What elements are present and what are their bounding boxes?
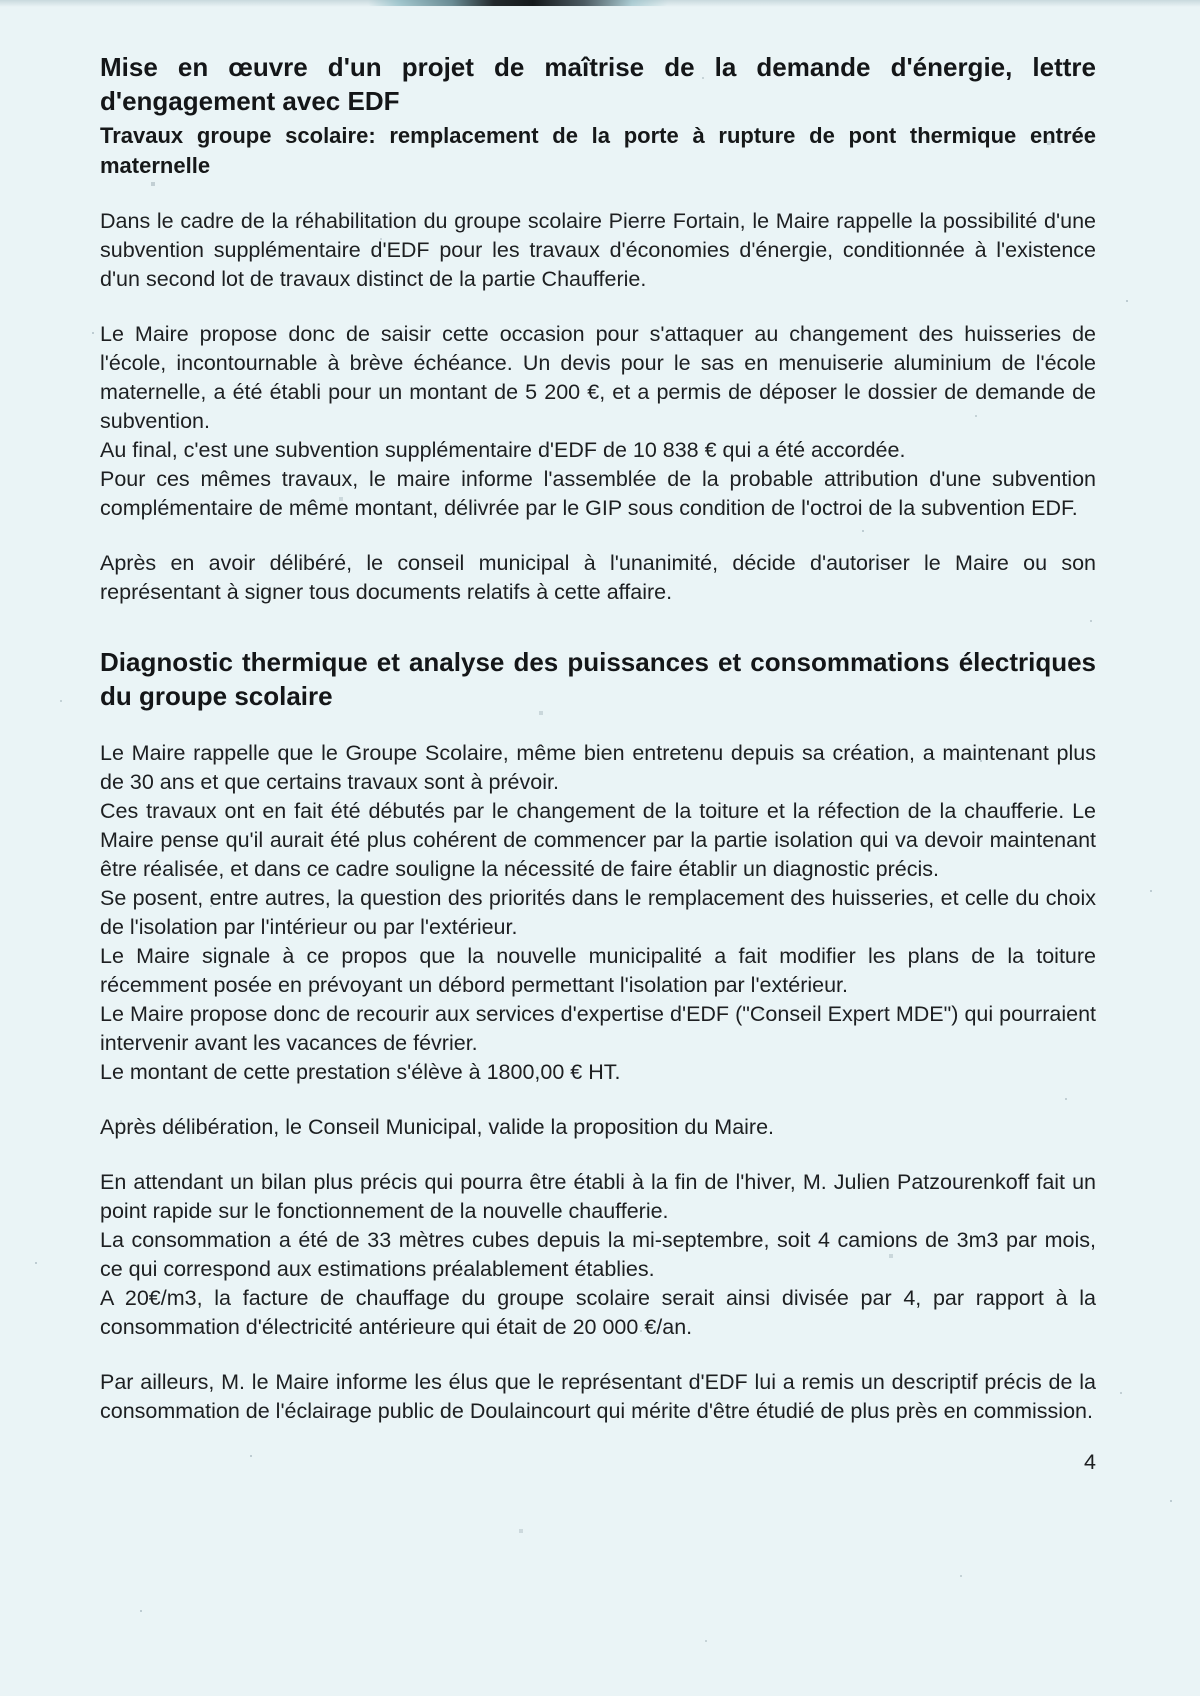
paragraph: Après en avoir délibéré, le conseil municipal à l'unanimité, décide d'autoriser le Maire ou son représentant à signer tous documents relatifs à cette affaire. [100, 551, 1096, 604]
scan-noise [0, 0, 2, 2]
paragraph: Au final, c'est une subvention supplémentaire d'EDF de 10 838 € qui a été accordée. [100, 438, 906, 462]
paragraph: Le Maire rappelle que le Groupe Scolaire, même bien entretenu depuis sa création, a maintenant plus de 30 ans et que certains travaux sont à prévoir. [100, 741, 1096, 794]
document-content [100, 50, 1096, 1477]
paragraph: Le Maire propose donc de saisir cette occasion pour s'attaquer au changement des huisseries de l'école, incontournable à brève échéance. Un devis pour le sas en menuiserie aluminium de l'école maternelle, a été établi pour un montant de 5 200 €, et a permis de déposer le dossier de demande de subvention. [100, 322, 1096, 433]
paragraph: Après délibération, le Conseil Municipal, valide la proposition du Maire. [100, 1115, 775, 1139]
paragraph: Se posent, entre autres, la question des priorités dans le remplacement des huisseries, et celle du choix de l'isolation par l'intérieur ou par l'extérieur. [100, 886, 1096, 939]
paragraph: Le montant de cette prestation s'élève à 1800,00 € HT. [100, 1060, 621, 1084]
section-2-heading: Diagnostic thermique et analyse des puissances et consommations électriques du groupe scolaire [100, 647, 1096, 711]
section-1-subheading: Travaux groupe scolaire: remplacement de la porte à rupture de pont thermique entrée maternelle [100, 123, 1096, 178]
paragraph: Dans le cadre de la réhabilitation du groupe scolaire Pierre Fortain, le Maire rappelle la possibilité d'une subvention supplémentaire d'EDF pour les travaux d'économies d'énergie, conditionnée à l'existence d'un second lot de travaux distinct de la partie Chaufferie. [100, 209, 1096, 291]
paragraph: Le Maire propose donc de recourir aux services d'expertise d'EDF ("Conseil Expert MDE") qui pourraient intervenir avant les vacances de février. [100, 1002, 1096, 1055]
paragraph-group [100, 207, 1096, 294]
scan-smudge-artifact [368, 0, 668, 6]
paragraph-group [100, 739, 1096, 1087]
paragraph: A 20€/m3, la facture de chauffage du groupe scolaire serait ainsi divisée par 4, par rapport à la consommation d'électricité antérieure qui était de 20 000 €/an. [100, 1286, 1096, 1339]
paragraph-group [100, 549, 1096, 607]
paragraph: La consommation a été de 33 mètres cubes depuis la mi-septembre, soit 4 camions de 3m3 par mois, ce qui correspond aux estimations préalablement établies. [100, 1228, 1096, 1281]
section-1-heading: Mise en œuvre d'un projet de maîtrise de la demande d'énergie, lettre d'engagement avec EDF [100, 52, 1096, 116]
paragraph: Le Maire signale à ce propos que la nouvelle municipalité a fait modifier les plans de la toiture récemment posée en prévoyant un débord permettant l'isolation par l'extérieur. [100, 944, 1096, 997]
page-number: 4 [1084, 1450, 1096, 1474]
paragraph-group [100, 1113, 1096, 1142]
paragraph-group [100, 320, 1096, 523]
paragraph: En attendant un bilan plus précis qui pourra être établi à la fin de l'hiver, M. Julien Patzourenkoff fait un point rapide sur le fonctionnement de la nouvelle chaufferie. [100, 1170, 1096, 1223]
paragraph-group [100, 1368, 1096, 1426]
paragraph-group [100, 1168, 1096, 1342]
paragraph: Pour ces mêmes travaux, le maire informe l'assemblée de la probable attribution d'une subvention complémentaire de même montant, délivrée par le GIP sous condition de l'octroi de la subvention EDF. [100, 467, 1096, 520]
paragraph: Ces travaux ont en fait été débutés par le changement de la toiture et la réfection de la chaufferie. Le Maire pense qu'il aurait été plus cohérent de commencer par la partie isolation qui va devoir maintenant être réalisée, et dans ce cadre souligne la nécessité de faire établir un diagnostic précis. [100, 799, 1096, 881]
paragraph: Par ailleurs, M. le Maire informe les élus que le représentant d'EDF lui a remis un descriptif précis de la consommation de l'éclairage public de Doulaincourt qui mérite d'être étudié de plus près en commission. [100, 1370, 1096, 1423]
